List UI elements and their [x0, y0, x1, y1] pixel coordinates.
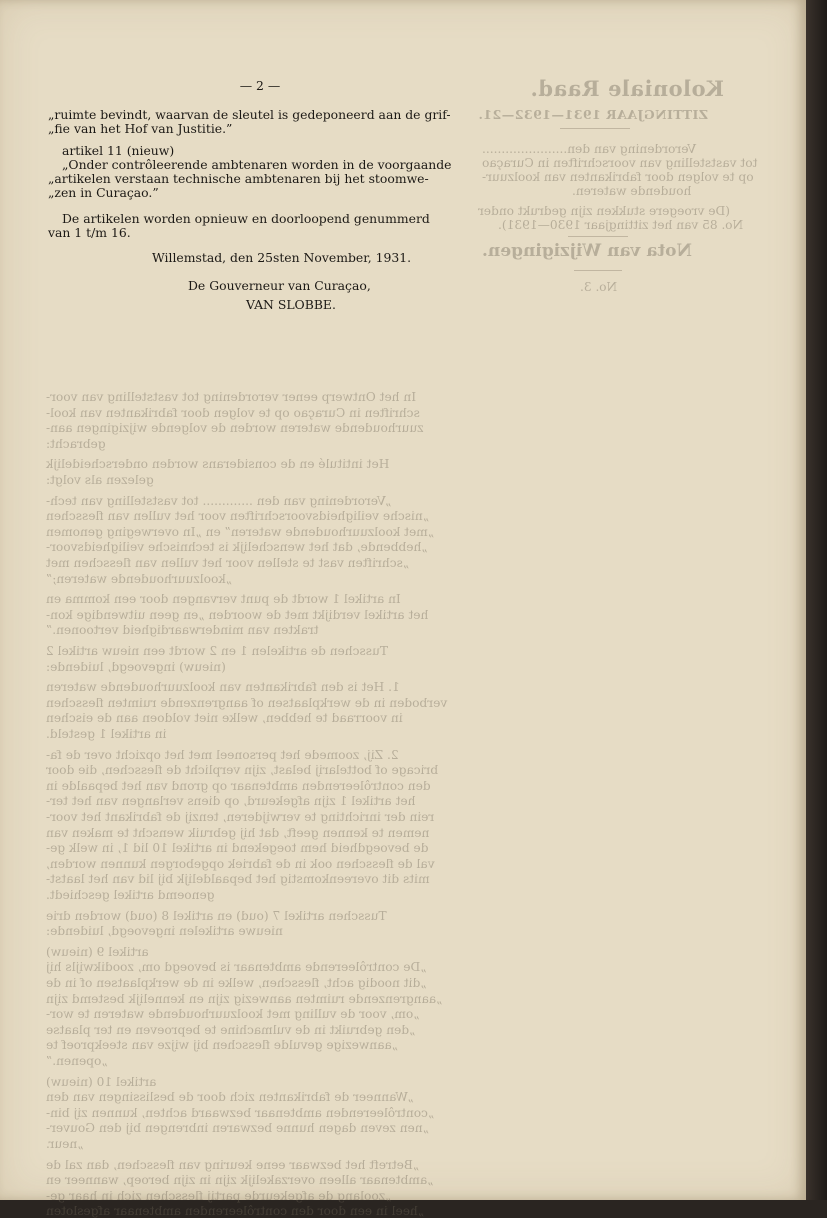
paragraph-line: „zen in Curaçao.” — [48, 185, 159, 200]
bleed-body-line: in artikel 1 gesteld. — [46, 727, 167, 741]
bleed-body-line: „Verordening van den ............. tot vaststelling van tech- — [46, 493, 392, 508]
bleed-body-line: den contrôleerenden ambtenaar op grond van het bepaalde in — [46, 778, 431, 793]
bleed-rule — [560, 128, 630, 129]
bleed-body-line: „den gebruikt in de vulmachine te beproeven en ter plaatse — [46, 1022, 416, 1037]
bleed-body-line: nieuwe artikelen ingevoegd, luidende: — [46, 924, 283, 939]
paragraph-line: „fie van het Hof van Justitie.” — [48, 121, 233, 136]
bleed-body-line: zuurhoudende wateren worden de volgende wijzigingen aan- — [46, 421, 424, 436]
bleed-body-line: in voorraad te hebben, welke niet voldoen aan de eischen — [46, 711, 403, 726]
bleed-body-line: „De contrôleerende ambtenaar is bevoegd om, zoodikwijls hij — [46, 960, 427, 975]
bleed-rule — [568, 236, 628, 237]
signatory-name: VAN SLOBBE. — [246, 297, 336, 312]
bleed-rule — [574, 270, 622, 271]
bleed-body-line: „Wanneer de fabrikanten zich door de beslissingen van den — [46, 1090, 414, 1105]
bleed-body-line: 1. Het is den fabrikanten van koolzuurhoudende wateren — [46, 680, 400, 695]
paragraph-line: „ruimte bevindt, waarvan de sleutel is gedeponeerd aan de grif- — [48, 107, 451, 122]
bleed-body-line: „koolzuurhoudende wateren;” — [46, 571, 233, 586]
bleed-body-line: „nen zeven dagen hunne bezwaren inbrengen bij den Gouver- — [46, 1121, 429, 1136]
bleed-body-line: In het Ontwerp eener verordening tot vaststelling van voor- — [46, 390, 417, 404]
bleed-body-line: artikel 9 (nieuw) — [46, 944, 149, 959]
bleed-body-line: „Betreft het bezwaar eene keuring van flesschen, dan zal de — [46, 1157, 420, 1172]
article-heading: artikel 11 (nieuw) — [62, 143, 175, 158]
bleed-number: No. 3. — [580, 280, 618, 294]
bleed-body-line: „zoolang de afgekeurde partij flesschen zich in haar ge- — [46, 1188, 392, 1203]
bleed-body-line: „hebbende, dat het wenschelijk is technische veiligheidsvoor- — [46, 540, 428, 555]
page-edge — [806, 0, 827, 1200]
bleed-body-line: de bevoegdheid hem toegekend in artikel 10 lid 1, in welk ge- — [46, 841, 429, 856]
bleed-body-line: artikel 10 (nieuw) — [46, 1074, 157, 1089]
bleed-body-line: gelezen als volgt: — [46, 473, 154, 487]
bleed-body-line: „om, voor de vulling met koolzuurhoudende wateren te wor- — [46, 1007, 420, 1022]
bleed-body-line: schriften in Curaçao op te volgen door fabrikanten van kool- — [46, 405, 420, 420]
bleed-body-line: bricage of bottelarij belast, zijn verplicht de flesschen, die door — [46, 763, 439, 778]
bleed-body-line: In artikel 1 wordt de punt vervangen door een komma en — [46, 592, 401, 607]
bleed-body-line: „aangrenzende ruimten aanwezig zijn en kennelijk bestemd zijn — [46, 991, 443, 1006]
bleed-body-line: Het intitulé en de considerans worden onderscheidelijk — [46, 457, 390, 472]
bleed-ordinance-line: Verordening van den...................... — [482, 142, 697, 156]
bleed-note-line: (De vroegere stukken zijn gedrukt onder — [478, 204, 731, 218]
place-date: Willemstad, den 25sten November, 1931. — [152, 250, 412, 265]
bleed-body-line: „ambtenaar alleen overzakelijk zijn in zijn beroep, wanneer en — [46, 1173, 434, 1188]
page-text — [0, 0, 452, 330]
bleed-body-line: gebracht: — [46, 436, 106, 451]
bleed-body-line: „nische veiligheidsvoorschriften voor het vullen van flesschen — [46, 509, 430, 524]
bleed-body-line: „neur. — [46, 1137, 84, 1151]
bleed-body-line: Tusschen de artikelen 1 en 2 wordt een nieuw artikel 2 — [46, 644, 388, 658]
paragraph-line: „Onder contrôleerende ambtenaren worden in de voorgaande — [62, 157, 452, 172]
bleed-body-line: het artikel verdijkt met de woorden „en geen uitwendige kon- — [46, 607, 429, 622]
paragraph-line: van 1 t/m 16. — [48, 225, 131, 240]
bleed-title: Koloniale Raad. — [530, 76, 724, 101]
bleed-body-line: rein der inrichting te verwijderen, tenzij de fabrikant het voor- — [46, 810, 435, 824]
paragraph-line: De artikelen worden opnieuw en doorloopend genummerd — [62, 211, 430, 226]
bleed-body-line: „contrôleerenden ambtenaar bezwaard achten, kunnen zij bin- — [46, 1105, 435, 1120]
bleed-note-line: No. 85 van het zittingjaar 1930—1931). — [498, 218, 744, 232]
bleed-body-line: genoemd artikel geschiedt. — [46, 888, 215, 902]
page-number: — 2 — — [239, 78, 281, 93]
bleed-body-line: „met koolzuurhoudende wateren” en „In overweging genomen — [46, 524, 435, 539]
bleed-body-line: trakten van minderwaardigheid vertoonen.” — [46, 623, 319, 638]
signatory-title: De Gouverneur van Curaçao, — [188, 278, 371, 293]
bleed-body-line: het artikel 1 zijn afgekeurd, op diens verlangen van het ter- — [46, 794, 416, 809]
bleed-body-line: 2. Zij, zoomede het personeel met het opzicht over de fa- — [46, 747, 399, 762]
bleed-body-line: val de flesschen ook in de fabriek opgeborgen kunnen worden, — [46, 856, 435, 871]
bleed-body-line: Tusschen artikel 7 (oud) en artikel 8 (oud) worden drie — [46, 908, 387, 923]
bleed-body-line: mits dit overeenkomstig het bepaaldelijk bij lid van het laatst- — [46, 872, 430, 887]
bleed-body-line: „openen.” — [46, 1054, 108, 1068]
bleed-ordinance-line: tot vaststelling van voorschriften in Curaçao — [482, 156, 758, 170]
bleed-session: ZITTINGJAAR 1931—1932—21. — [478, 107, 708, 122]
paragraph-line: „artikelen verstaan technische ambtenaren bij het stoomwe- — [48, 171, 429, 186]
bleed-ordinance-line: op te volgen door fabrikanten van koolzuur- — [482, 170, 754, 184]
bleed-body-line: verboden in de werkplaatsen of aangrenzende ruimten flesschen — [46, 695, 448, 710]
bleed-body-line: nemen te kennen geeft, dat hij gebruik wenscht te maken van — [46, 825, 430, 840]
bleed-body-line: (nieuw) ingevoegd, luidende: — [46, 659, 226, 674]
bleed-body-line: „heel in een door den contrôleerenden ambtenaar afgesloten — [46, 1204, 425, 1218]
bleed-body-line: „schriften vast te stellen voor het vullen van flesschen met — [46, 556, 410, 570]
bleed-body-line: „dit noodig acht, flesschen, welke in de werkplaatsen of in de — [46, 976, 427, 990]
bleed-ordinance-line: houdende wateren. — [572, 184, 692, 198]
bleed-heading: Nota van Wijzigingen. — [482, 241, 693, 261]
bleed-body-line: „aanwezige gevulde flesschen bij wijze van steekproef te — [46, 1038, 399, 1053]
